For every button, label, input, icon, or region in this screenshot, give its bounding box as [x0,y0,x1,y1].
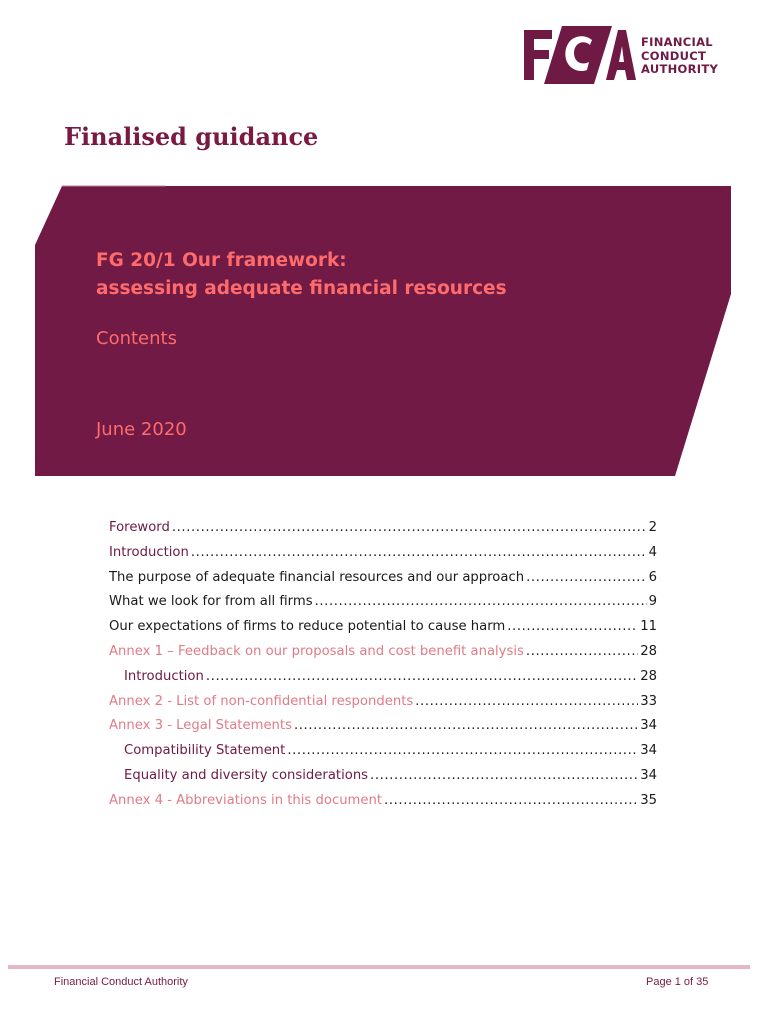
banner-subtitle: Contents [96,328,177,349]
toc-item-label[interactable]: Foreword [109,520,170,535]
toc-item-page: 33 [640,693,657,709]
toc-item-label[interactable]: Annex 2 - List of non-confidential respondents [109,693,414,709]
toc-item-label[interactable]: Annex 4 - Abbreviations in this document [109,792,383,808]
toc-item-page: 6 [648,569,657,585]
toc-item-page: 28 [640,643,657,659]
toc-item-page: 2 [648,520,657,535]
toc-item-annex-2[interactable] [109,694,657,719]
toc-item-page: 4 [648,544,657,560]
toc-item-compatibility-statement[interactable] [109,743,657,768]
toc-item-purpose[interactable] [109,570,657,595]
toc-leader-dots [172,520,647,535]
toc-item-label[interactable]: The purpose of adequate financial resources and our approach [109,569,525,585]
toc-item-page: 34 [640,743,657,759]
toc-item-page: 11 [640,619,657,635]
footer-page-number: Page 1 of 35 [646,976,709,988]
toc-leader-dots [507,619,638,634]
table-of-contents [109,520,657,818]
banner-title-line-1: FG 20/1 Our framework: [96,250,347,271]
toc-leader-dots [526,644,638,659]
toc-item-page: 34 [640,718,657,734]
toc-leader-dots [191,545,647,560]
banner-title-line-2: assessing adequate financial resources [96,278,507,299]
toc-item-label[interactable]: Equality and diversity considerations [124,767,369,783]
toc-leader-dots [294,718,638,733]
toc-leader-dots [315,594,647,609]
toc-leader-dots [370,768,638,783]
banner-title [96,247,507,303]
toc-item-annex-1[interactable] [109,644,657,669]
toc-item-page: 9 [648,594,657,610]
toc-item-label[interactable]: Annex 3 - Legal Statements [109,718,292,734]
logo-line-conduct: CONDUCT [641,48,707,63]
document-type-heading: Finalised guidance [64,122,319,151]
toc-leader-dots [206,669,638,684]
toc-item-equality-diversity[interactable] [109,768,657,793]
toc-item-label[interactable]: Introduction [124,668,204,684]
toc-item-introduction[interactable] [109,545,657,570]
toc-item-what-we-look-for[interactable] [109,594,657,619]
toc-item-label[interactable]: Introduction [109,544,189,560]
toc-item-annex-3[interactable] [109,718,657,743]
toc-item-label[interactable]: Our expectations of firms to reduce potential to cause harm [109,619,506,635]
toc-item-page: 28 [640,668,657,684]
footer-divider [8,965,750,969]
toc-item-page: 35 [640,792,657,808]
toc-item-label[interactable]: Compatibility Statement [124,743,286,759]
toc-leader-dots [384,793,638,808]
toc-item-label[interactable]: What we look for from all firms [109,594,313,610]
toc-item-page: 34 [640,767,657,783]
logo-line-financial: FINANCIAL [641,35,713,49]
toc-leader-dots [415,694,638,709]
toc-item-annex-4[interactable] [109,793,657,818]
logo-line-authority: AUTHORITY [641,62,719,76]
toc-item-label[interactable]: Annex 1 – Feedback on our proposals and cost benefit analysis [109,643,524,659]
toc-leader-dots [287,743,638,758]
toc-item-annex-1-introduction[interactable] [109,669,657,694]
banner-date: June 2020 [96,419,187,440]
toc-item-expectations[interactable] [109,619,657,644]
footer-organisation: Financial Conduct Authority [54,976,188,988]
toc-item-foreword[interactable] [109,520,657,545]
toc-leader-dots [526,570,647,585]
